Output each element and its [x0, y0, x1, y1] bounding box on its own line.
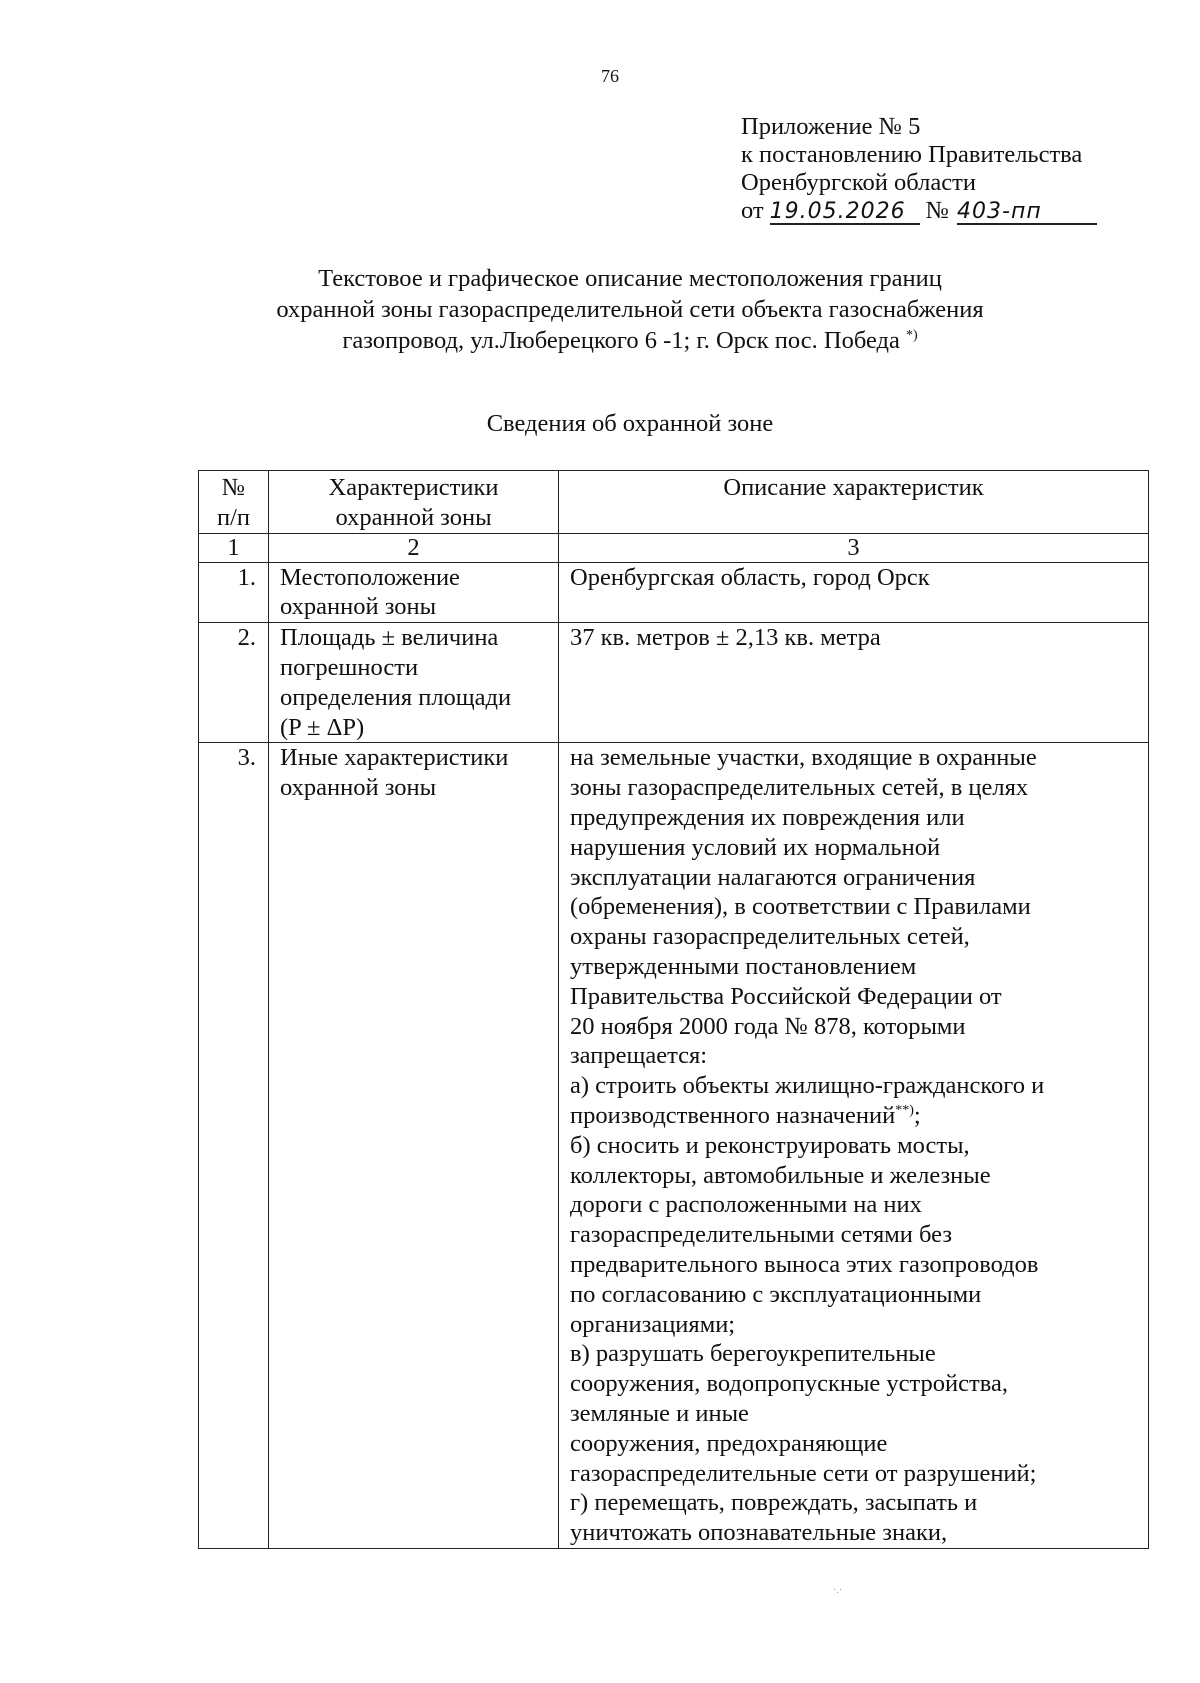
description-line [570, 1250, 1144, 1280]
description-line [570, 1429, 1144, 1459]
header-characteristics [269, 471, 559, 534]
description-line [570, 1459, 1144, 1489]
description-line [570, 1399, 1144, 1429]
characteristic-name [269, 562, 559, 623]
appendix-header [741, 113, 1097, 225]
description-line [570, 1220, 1144, 1250]
date-prefix: от [741, 197, 764, 224]
description-line-text: охраны газораспределительных сетей, [570, 923, 970, 951]
characteristic-name-line: определения площади [280, 683, 512, 711]
index-cell: 3 [559, 533, 1149, 562]
characteristic-name-line: охранной зоны [280, 593, 437, 621]
description-line-text: б) сносить и реконструировать мосты, [570, 1131, 970, 1159]
description-line-text: г) перемещать, повреждать, засыпать и [570, 1489, 978, 1517]
description-line-text: на земельные участки, входящие в охранные [570, 744, 1037, 772]
description-line-text: организациями; [570, 1310, 736, 1338]
characteristic-name [269, 623, 559, 743]
description-line [570, 773, 1144, 803]
number-sign: № [925, 197, 950, 224]
row-number: 1. [199, 562, 269, 623]
table-index-row [199, 533, 1149, 562]
characteristic-name-line: Площадь ± величина [280, 624, 499, 652]
description-line [570, 1101, 1144, 1131]
page-number: 76 [601, 66, 619, 86]
description-line-text: сооружения, предохраняющие [570, 1429, 888, 1457]
description-line [570, 1071, 1144, 1101]
description-line-text: газораспределительные сети от разрушений; [570, 1459, 1037, 1487]
description-line [570, 892, 1144, 922]
description-line [570, 563, 1144, 593]
description-line [570, 952, 1144, 982]
title-line-3 [200, 325, 1060, 356]
row-number: 3. [199, 743, 269, 1549]
description-line [570, 1339, 1144, 1369]
description-line [570, 982, 1144, 1012]
description-line [570, 1041, 1144, 1071]
description-line-text: эксплуатации налагаются ограничения [570, 863, 976, 891]
appendix-line-1: Приложение № 5 [741, 113, 921, 140]
characteristic-description [559, 623, 1149, 743]
description-line [570, 803, 1144, 833]
characteristic-name-line: (P ± ΔP) [280, 713, 365, 741]
description-line-text: (обременения), в соответствии с Правилами [570, 893, 1031, 921]
header-characteristics-line: охранной зоны [335, 503, 492, 531]
description-line-text: в) разрушать берегоукрепительные [570, 1340, 936, 1368]
table-row [199, 743, 1149, 1549]
description-line [570, 833, 1144, 863]
header-number-line: п/п [216, 503, 251, 531]
description-line-text: сооружения, водопропускные устройства, [570, 1370, 1008, 1398]
characteristic-name-line: охранной зоны [280, 774, 437, 802]
description-line [570, 1131, 1144, 1161]
description-line-text: предупреждения их повреждения или [570, 803, 965, 831]
characteristic-name [269, 743, 559, 1549]
index-cell: 2 [269, 533, 559, 562]
description-line-text: 37 кв. метров ± 2,13 кв. метра [570, 624, 881, 652]
characteristic-description [559, 562, 1149, 623]
description-line-text: предварительного выноса этих газопроводов [570, 1250, 1039, 1278]
handwritten-number: 403-пп [957, 201, 1097, 225]
header-characteristics-line: Характеристики [328, 474, 499, 501]
characteristic-name-line: погрешности [280, 653, 419, 681]
title-line-2: охранной зоны газораспределительной сети объекта газоснабжения [276, 296, 984, 323]
header-description [559, 471, 1149, 534]
header-description-line: Описание характеристик [723, 474, 984, 501]
table-row [199, 623, 1149, 743]
description-line [570, 863, 1144, 893]
description-line-text: земляные и иные [570, 1399, 749, 1427]
description-line-text: газораспределительными сетями без [570, 1221, 953, 1249]
description-line [570, 1280, 1144, 1310]
description-line [570, 743, 1144, 773]
appendix-date-line [741, 197, 1097, 225]
description-line [570, 1310, 1144, 1340]
description-line-text: Оренбургская область, город Орск [570, 563, 930, 591]
description-footnote-mark: **) [895, 1102, 914, 1118]
table-row [199, 562, 1149, 623]
description-line-text: утвержденными постановлением [570, 952, 917, 980]
characteristic-name-line: Местоположение [280, 563, 460, 591]
description-line [570, 1190, 1144, 1220]
description-line-text: Правительства Российской Федерации от [570, 982, 1002, 1010]
description-line [570, 1161, 1144, 1191]
title-line-1: Текстовое и графическое описание местоположения границ [318, 265, 942, 292]
table-header-row [199, 471, 1149, 534]
description-line-text: 20 ноября 2000 года № 878, которыми [570, 1012, 966, 1040]
characteristic-description [559, 743, 1149, 1549]
document-title [200, 263, 1060, 356]
header-number [199, 471, 269, 534]
description-footnote-after: ; [913, 1101, 921, 1129]
description-line [570, 922, 1144, 952]
appendix-line-2: к постановлению Правительства [741, 141, 1083, 168]
description-line-text: запрещается: [570, 1042, 708, 1070]
description-line-text: нарушения условий их нормальной [570, 833, 941, 861]
appendix-line-3: Оренбургской области [741, 169, 976, 196]
description-line [570, 1369, 1144, 1399]
title-line-3-text: газопровод, ул.Люберецкого 6 -1; г. Орск пос. Победа [342, 327, 900, 354]
description-line [570, 623, 1144, 653]
description-line-text: дороги с расположенными на них [570, 1191, 922, 1219]
description-line-text: уничтожать опознавательные знаки, [570, 1519, 948, 1547]
row-number: 2. [199, 623, 269, 743]
scan-mark: ·.· [833, 1585, 843, 1596]
description-line-text: по согласованию с эксплуатационными [570, 1280, 982, 1308]
handwritten-date: 19.05.2026 [770, 201, 920, 225]
section-subtitle: Сведения об охранной зоне [486, 410, 774, 437]
description-line-text: коллекторы, автомобильные и железные [570, 1161, 991, 1189]
description-line [570, 1012, 1144, 1042]
description-line-text: производственного назначений [570, 1101, 896, 1129]
title-footnote-mark: *) [906, 327, 918, 343]
description-line-text: зоны газораспределительных сетей, в целях [570, 774, 1029, 802]
zone-table [198, 470, 1149, 1549]
characteristic-name-line: Иные характеристики [280, 744, 509, 772]
description-line-text: а) строить объекты жилищно-гражданского и [570, 1072, 1045, 1100]
index-cell: 1 [199, 533, 269, 562]
description-line [570, 1518, 1144, 1548]
header-number-line: № [221, 474, 246, 501]
description-line [570, 1488, 1144, 1518]
